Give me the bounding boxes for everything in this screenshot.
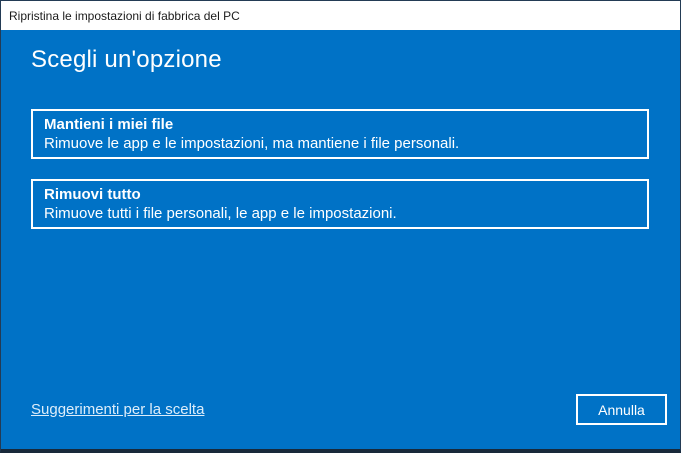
option-remove-everything-description: Rimuove tutti i file personali, le app e le impostazioni.: [44, 205, 397, 222]
option-keep-my-files[interactable]: [31, 109, 649, 159]
choice-help-link[interactable]: Suggerimenti per la scelta: [31, 401, 205, 418]
option-keep-my-files-title: Mantieni i miei file: [44, 116, 174, 133]
dialog-body: [1, 30, 680, 449]
window-title: Ripristina le impostazioni di fabbrica del PC: [9, 8, 240, 23]
option-remove-everything-title: Rimuovi tutto: [44, 186, 141, 203]
footer: [31, 394, 667, 425]
page-title: Scegli un'opzione: [31, 46, 222, 73]
cancel-button[interactable]: Annulla: [576, 394, 667, 425]
titlebar: [1, 1, 680, 30]
option-keep-my-files-description: Rimuove le app e le impostazioni, ma mantiene i file personali.: [44, 135, 460, 152]
option-remove-everything[interactable]: [31, 179, 649, 229]
